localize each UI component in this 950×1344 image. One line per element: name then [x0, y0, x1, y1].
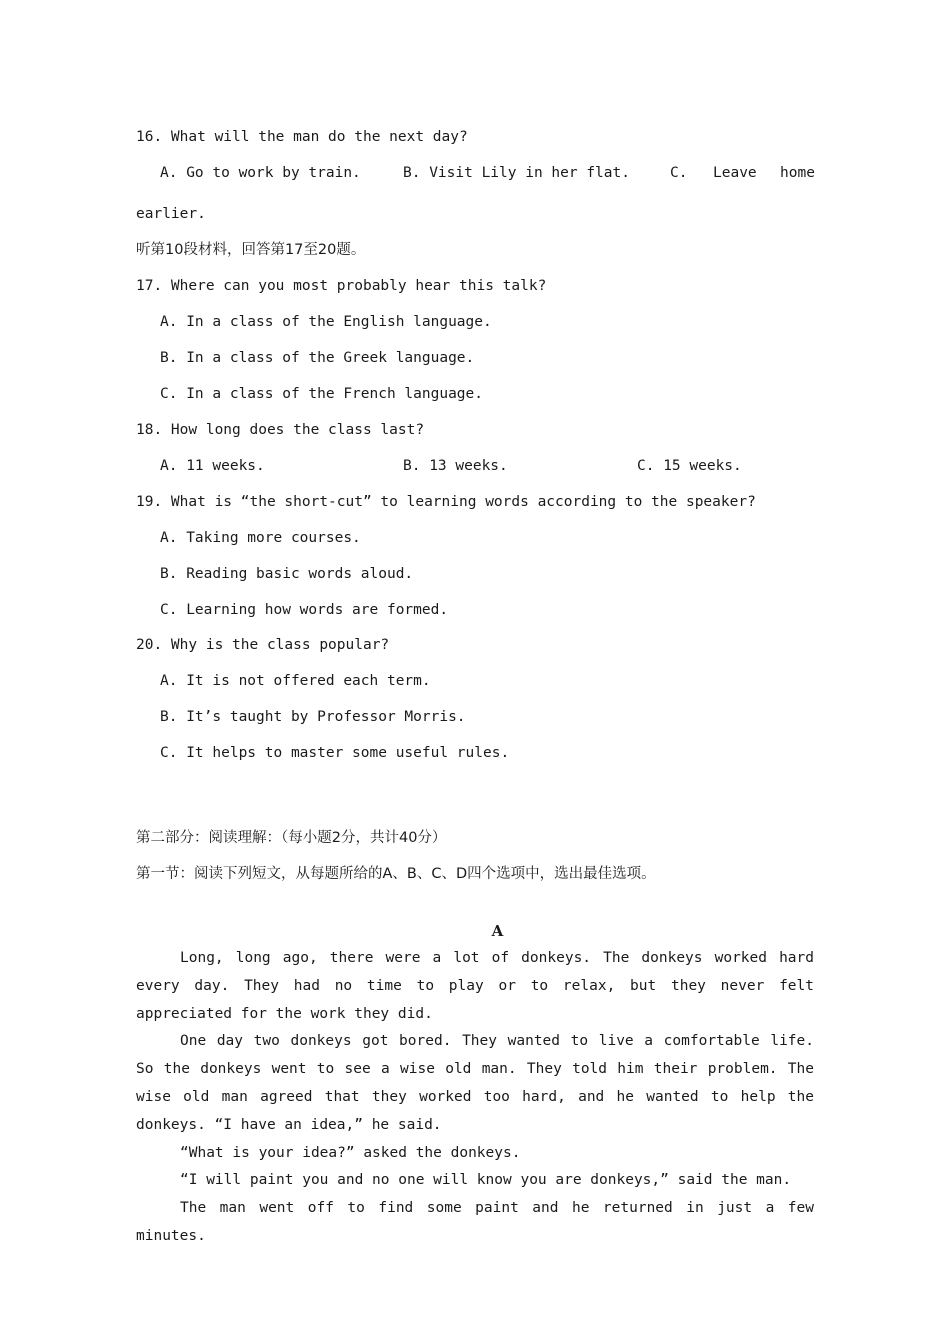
question-19-option-a: A. Taking more courses.: [160, 530, 361, 546]
question-20-stem: 20. Why is the class popular?: [136, 637, 390, 653]
question-16-option-c-word: Leave: [713, 165, 757, 181]
question-20-option-a: A. It is not offered each term.: [160, 673, 431, 689]
passage-paragraph: “I will paint you and no one will know you are donkeys,” said the man.: [180, 1172, 792, 1189]
question-16-option-a: A. Go to work by train.: [160, 165, 361, 181]
question-17-option-c: C. In a class of the French language.: [160, 386, 484, 402]
passage-paragraph: One day two donkeys got bored. They wanted to live a comfortable life. So the donkeys went to see a wise old man. They told him their problem. The wise old man agreed that they worked too hard, and he wanted to help the donkeys. “I have an idea,” he said.: [136, 1033, 814, 1133]
question-18-option-b: B. 13 weeks.: [403, 458, 508, 474]
passage-label: A: [491, 922, 504, 940]
question-16-stem: 16. What will the man do the next day?: [136, 129, 468, 145]
question-17-option-a: A. In a class of the English language.: [160, 314, 492, 330]
question-19-option-c: C. Learning how words are formed.: [160, 602, 449, 618]
question-16-option-b: B. Visit Lily in her flat.: [403, 165, 630, 181]
question-17-option-b: B. In a class of the Greek language.: [160, 350, 475, 366]
question-18-option-c: C. 15 weeks.: [637, 458, 742, 474]
passage-paragraph: Long, long ago, there were a lot of donkeys. The donkeys worked hard every day. They had no time to play or to relax, but they never felt appreciated for the work they did.: [136, 950, 814, 1022]
passage-body: [136, 945, 814, 1251]
section-1-instruction: 第一节：阅读下列短文，从每题所给的A、B、C、D四个选项中，选出最佳选项。: [136, 866, 656, 882]
question-19-stem: 19. What is “the short-cut” to learning words according to the speaker?: [136, 494, 756, 510]
question-16-option-c-continuation: earlier.: [136, 206, 206, 222]
question-17-stem: 17. Where can you most probably hear this talk?: [136, 278, 547, 294]
question-16-option-c-letter: C.: [670, 165, 688, 181]
question-20-option-c: C. It helps to master some useful rules.: [160, 745, 510, 761]
passage-paragraph: The man went off to find some paint and he returned in just a few minutes.: [136, 1200, 814, 1244]
question-18-stem: 18. How long does the class last?: [136, 422, 425, 438]
question-20-option-b: B. It’s taught by Professor Morris.: [160, 709, 466, 725]
question-19-option-b: B. Reading basic words aloud.: [160, 566, 414, 582]
part-2-title: 第二部分：阅读理解：（每小题2分，共计40分）: [136, 830, 447, 846]
question-18-option-a: A. 11 weeks.: [160, 458, 265, 474]
passage-paragraph: “What is your idea?” asked the donkeys.: [180, 1144, 521, 1161]
listening-instruction: 听第10段材料，回答第17至20题。: [136, 242, 366, 258]
question-16-option-c-word: home: [780, 165, 815, 181]
